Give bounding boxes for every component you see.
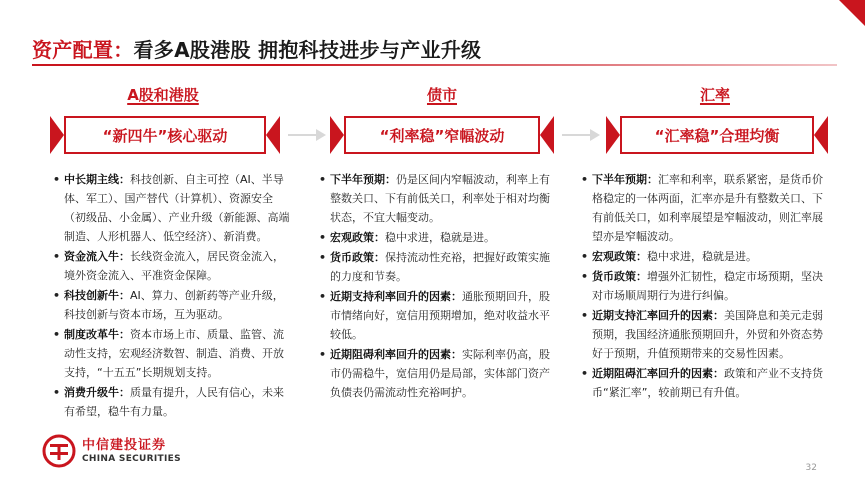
list-item-key: 货币政策： bbox=[330, 251, 385, 264]
page-title bbox=[32, 34, 481, 63]
list-bond-market bbox=[318, 170, 554, 403]
list-a-hk-shares bbox=[52, 170, 292, 422]
column-heading-bond-market: 债市 bbox=[426, 86, 457, 104]
company-logo bbox=[42, 434, 181, 468]
list-item bbox=[52, 286, 292, 324]
list-item-key: 近期阻碍汇率回升的因素： bbox=[592, 367, 724, 380]
list-item-key: 下半年预期： bbox=[330, 173, 396, 186]
list-item-text: 稳中求进，稳就是进。 bbox=[647, 250, 757, 263]
list-item-text: 通胀预期回升，股市情绪向好，宽信用预期增加，绝对收益水平较低。 bbox=[330, 290, 550, 341]
list-item-text: 资本市场上市、质量、监管、流动性支持，宏观经济数智、制造、消费、开放支持，“十五五”长期规划支持。 bbox=[64, 328, 284, 379]
list-item-key: 近期支持利率回升的因素： bbox=[330, 290, 462, 303]
list-item-key: 近期支持汇率回升的因素： bbox=[592, 309, 724, 322]
list-item-text: 长线资金流入，居民资金流入，境外资金流入、平准资金保障。 bbox=[64, 250, 284, 282]
banner-exchange-rate bbox=[606, 116, 828, 154]
list-item-key: 中长期主线： bbox=[64, 173, 130, 186]
list-item bbox=[52, 247, 292, 285]
list-item bbox=[580, 267, 824, 305]
banner-label: “汇率稳”合理均衡 bbox=[620, 116, 814, 154]
page-title-highlight: 资产配置： bbox=[32, 38, 134, 62]
list-item-text: 美国降息和美元走弱预期，我国经济通胀预期回升，外贸和外资态势好于预期，升值预期带来的交易性因素。 bbox=[592, 309, 823, 360]
list-item-key: 消费升级牛： bbox=[64, 386, 130, 399]
list-item bbox=[318, 248, 554, 286]
banner-right-chevron bbox=[814, 116, 828, 154]
list-item-key: 宏观政策： bbox=[330, 231, 385, 244]
list-item bbox=[580, 306, 824, 363]
banner-bond-market bbox=[330, 116, 554, 154]
list-item-text: AI、算力、创新药等产业升级，科技创新与资本市场，互为驱动。 bbox=[64, 289, 284, 321]
list-item bbox=[52, 170, 292, 246]
list-item-text: 质量有提升，人民有信心，未来有希望，稳牛有力量。 bbox=[64, 386, 284, 418]
logo-text-cn: 中信建投证券 bbox=[82, 437, 167, 453]
list-item-key: 科技创新牛： bbox=[64, 289, 130, 302]
list-item bbox=[580, 364, 824, 402]
list-item bbox=[318, 170, 554, 227]
list-item-text: 实际利率仍高，股市仍需稳牛，宽信用仍是局部，实体部门资产负债表仍需流动性充裕呵护。 bbox=[330, 348, 550, 399]
list-item-text: 科技创新、自主可控（AI、半导体、军工）、国产替代（计算机）、资源安全（初级品、小金属）、产业升级（新能源、高端制造、人形机器人、低空经济）、新消费。 bbox=[64, 173, 290, 243]
list-item bbox=[580, 170, 824, 246]
column-heading-a-hk-shares: A股和港股 bbox=[127, 86, 199, 104]
list-item-key: 下半年预期： bbox=[592, 173, 658, 186]
list-item-key: 近期阻碍利率回升的因素： bbox=[330, 348, 462, 361]
list-item-key: 资金流入牛： bbox=[64, 250, 130, 263]
column-heading-exchange-rate: 汇率 bbox=[699, 86, 730, 104]
list-item-text: 政策和产业不支持货币“紧汇率”，较前期已有升值。 bbox=[592, 367, 823, 399]
banner-label: “新四牛”核心驱动 bbox=[64, 116, 266, 154]
list-item-text: 增强外汇韧性，稳定市场预期，坚决对市场顺周期行为进行纠偏。 bbox=[592, 270, 823, 302]
list-item bbox=[52, 383, 292, 421]
list-item-key: 制度改革牛： bbox=[64, 328, 130, 341]
title-underline bbox=[32, 64, 837, 66]
banner-right-chevron bbox=[540, 116, 554, 154]
banner-left-chevron bbox=[330, 116, 344, 154]
banner-left-chevron bbox=[606, 116, 620, 154]
page-title-rest: 看多A股港股 拥抱科技进步与产业升级 bbox=[133, 38, 482, 62]
list-item-text: 仍是区间内窄幅波动，利率上有整数关口、下有前低关口，利率处于相对均衡状态，不宜大幅变动。 bbox=[330, 173, 550, 224]
list-item-text: 保持流动性充裕，把握好政策实施的力度和节奏。 bbox=[330, 251, 550, 283]
list-item-text: 稳中求进，稳就是进。 bbox=[385, 231, 495, 244]
banner-label: “利率稳”窄幅波动 bbox=[344, 116, 540, 154]
logo-text-en: CHINA SECURITIES bbox=[82, 453, 181, 464]
arrow-right-icon bbox=[562, 128, 600, 142]
page-number: 32 bbox=[805, 463, 817, 473]
list-item bbox=[318, 345, 554, 402]
arrow-right-icon bbox=[288, 128, 326, 142]
list-item bbox=[318, 228, 554, 247]
list-item-key: 宏观政策： bbox=[592, 250, 647, 263]
banner-left-chevron bbox=[50, 116, 64, 154]
citic-logo-icon bbox=[42, 434, 76, 468]
banner-right-chevron bbox=[266, 116, 280, 154]
list-exchange-rate bbox=[580, 170, 824, 403]
list-item bbox=[318, 287, 554, 344]
list-item bbox=[52, 325, 292, 382]
corner-decoration bbox=[839, 0, 865, 26]
banner-a-hk-shares bbox=[50, 116, 280, 154]
list-item-text: 汇率和利率，联系紧密，是货币价格稳定的一体两面，汇率亦是升有整数关口、下有前低关口，如利率展望是窄幅波动，则汇率展望亦是窄幅波动。 bbox=[592, 173, 823, 243]
list-item bbox=[580, 247, 824, 266]
list-item-key: 货币政策： bbox=[592, 270, 647, 283]
